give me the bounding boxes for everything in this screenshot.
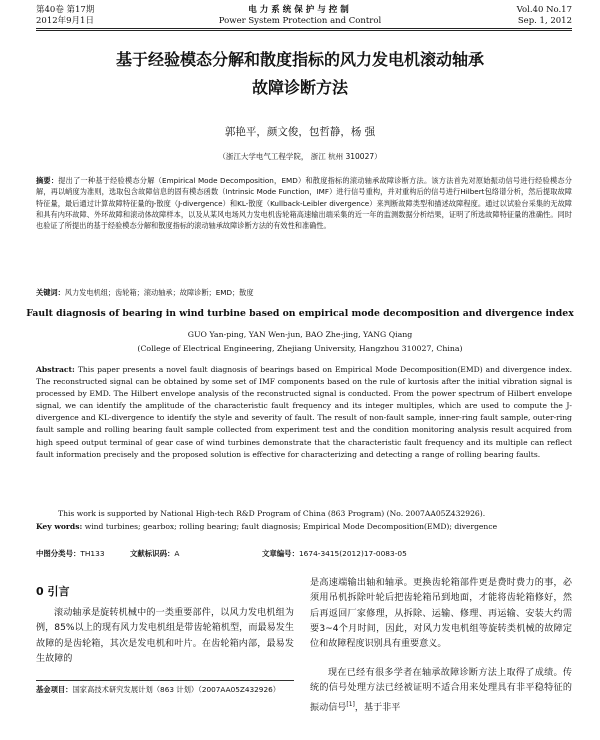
clc-label: 中图分类号： [36,549,81,558]
section-heading-intro: 0 引言 [36,585,70,598]
doc-label: 文献标识码： [130,549,175,558]
intro-right-paragraph-2 [310,666,572,716]
article-number [262,548,407,559]
header-date-en: Sep. 1, 2012 [517,16,572,26]
footnote-rule [36,680,294,681]
citation-ref-1[interactable]: [1] [346,700,355,708]
abstract-cn-text: 提出了一种基于经验模态分解（Empirical Mode Decomposition，EMD）和散度指标的滚动轴承故障诊断方法。该方法首先对原始振动信号进行经验模态分解，再以峭度为准则，选取包含故障信息的固有模态函数（Intrinsic Mode Function，IMF）进行信号重构，并对重构后的信号进行Hilbert包络谱分析，然后提取故障特征量，最后通过计算故障特征量的J-散度（J-divergence）和KL-散度（Kullback-Leibler divergence）来判断故障类型和描述故障程度。通过以试验台采集的无故障和具有内环故障、外环故障和滚动体故障样本，以及从某风电场风力发电机齿轮箱高速输出端采集的近一年的监测数据分析结果，证明了所选故障特征量的准确性。同时也验证了所提出的基于经验模态分解和散度指标的滚动轴承故障诊断方法的有效性和准确性。 [36,176,572,231]
abstract-en-text: This paper presents a novel fault diagnosis of bearings based on Empirical Mode Decomposition(EMD) and divergence index. The reconstructed signal can be obtained by some set of IMF components based on the rule of kurtosis after the initial vibration signal is processed by EMD. The Hilbert envelope analysis of the reconstructed signal is conducted. From the power spectrum of Hilbert envelope signal, we can identify the amplitude of the characteristic fault frequency and its integer multiples, which are used to compute the J-divergence and KL-divergence to identify the style and severity of fault. The result of non-fault sample, inner-ring fault sample, outer-ring fault sample and rolling bearing fault sample collected from experiment test and the condition monitoring analysis result acquired from high speed output terminal of gear case of wind turbines demonstrate that the characteristic fault frequency and its multiple can reflect fault information precisely and the proposed solution is effective for characterizing and detecting a range of rolling bearing faults. [36,365,572,459]
keywords-cn-label: 关键词： [36,288,65,297]
header-volume-issue: 第40卷 第17期 [36,5,95,15]
clc-value: TH133 [80,549,105,558]
article-label: 文章编号： [262,549,299,558]
fund-label: 基金项目： [36,685,73,694]
abstract-en [36,364,572,461]
right-para2-text-b: ，基于非平 [354,702,401,713]
header-vol-en: Vol.40 No.17 [516,5,572,15]
header-rule-thin [36,30,572,31]
paper-title-line2: 故障诊断方法 [251,78,348,97]
header-journal-en: Power System Protection and Control [218,16,382,26]
authors-cn: 郭艳平，颜文俊，包哲静，杨 强 [224,126,376,138]
abstract-cn-label: 摘要： [36,176,59,185]
keywords-en-label: Key words: [36,522,83,531]
keywords-cn [36,287,572,298]
keywords-en [36,521,572,533]
header-rule [36,28,572,29]
affiliation-cn: （浙江大学电气工程学院， 浙江 杭州 310027） [218,152,382,161]
abstract-en-label: Abstract: [36,365,75,374]
header-journal-cn: 电力系统保护与控制 [248,5,352,15]
intro-right-paragraph-1: 是高速端输出轴和轴承。更换齿轮箱部件更是费时费力的事，必须用吊机拆除叶轮后把齿轮箱吊到地面，才能将齿轮箱修好，然后再返回厂家修理，从拆除、运输、修理、再运输、安装大约需要3~4个月时间，因此，对风力发电机组等旋转类机械的故障定位和故障程度识别具有重要意义。 [310,578,572,650]
support-statement: This work is supported by National High-tech R&D Program of China (863 Program) (No. 2007AA05Z432926). [58,509,486,518]
intro-left-paragraph: 滚动轴承是旋转机械中的一类重要部件，以风力发电机组为例，85%以上的现有风力发电机组是带齿轮箱机型，而最易发生故障的是齿轮箱，其次是发电机和叶片。在齿轮箱内部，最易发生故障的 [36,608,294,664]
paper-title-en: Fault diagnosis of bearing in wind turbine based on empirical mode decomposition and divergence index [26,308,574,319]
article-value: 1674-3415(2012)17-0083-05 [298,549,407,558]
fund-text: 国家高技术研究发展计划（863 计划）（2007AA05Z432926） [72,685,281,694]
right-para2-text-a: 现在已经有很多学者在轴承故障诊断方法上取得了成绩。传统的信号处理方法已经被证明不适合用来处理具有非平稳特征的振动信号 [310,668,572,713]
affiliation-en: (College of Electrical Engineering, Zhejiang University, Hangzhou 310027, China) [137,344,463,353]
authors-en: GUO Yan-ping, YAN Wen-jun, BAO Zhe-jing, YANG Qiang [187,330,413,339]
header-date: 2012年9月1日 [36,16,94,26]
keywords-cn-text: 风力发电机组；齿轮箱；滚动轴承；故障诊断；EMD；散度 [64,288,254,297]
keywords-en-text: wind turbines; gearbox; rolling bearing; fault diagnosis; Empirical Mode Decomposition(EMD); divergence [84,522,498,531]
abstract-cn [36,175,572,231]
doc-code [130,548,179,559]
funding-footnote [36,684,294,696]
paper-title-line1: 基于经验模态分解和散度指标的风力发电机滚动轴承 [115,50,484,69]
clc-number [36,548,105,559]
doc-value: A [174,549,180,558]
